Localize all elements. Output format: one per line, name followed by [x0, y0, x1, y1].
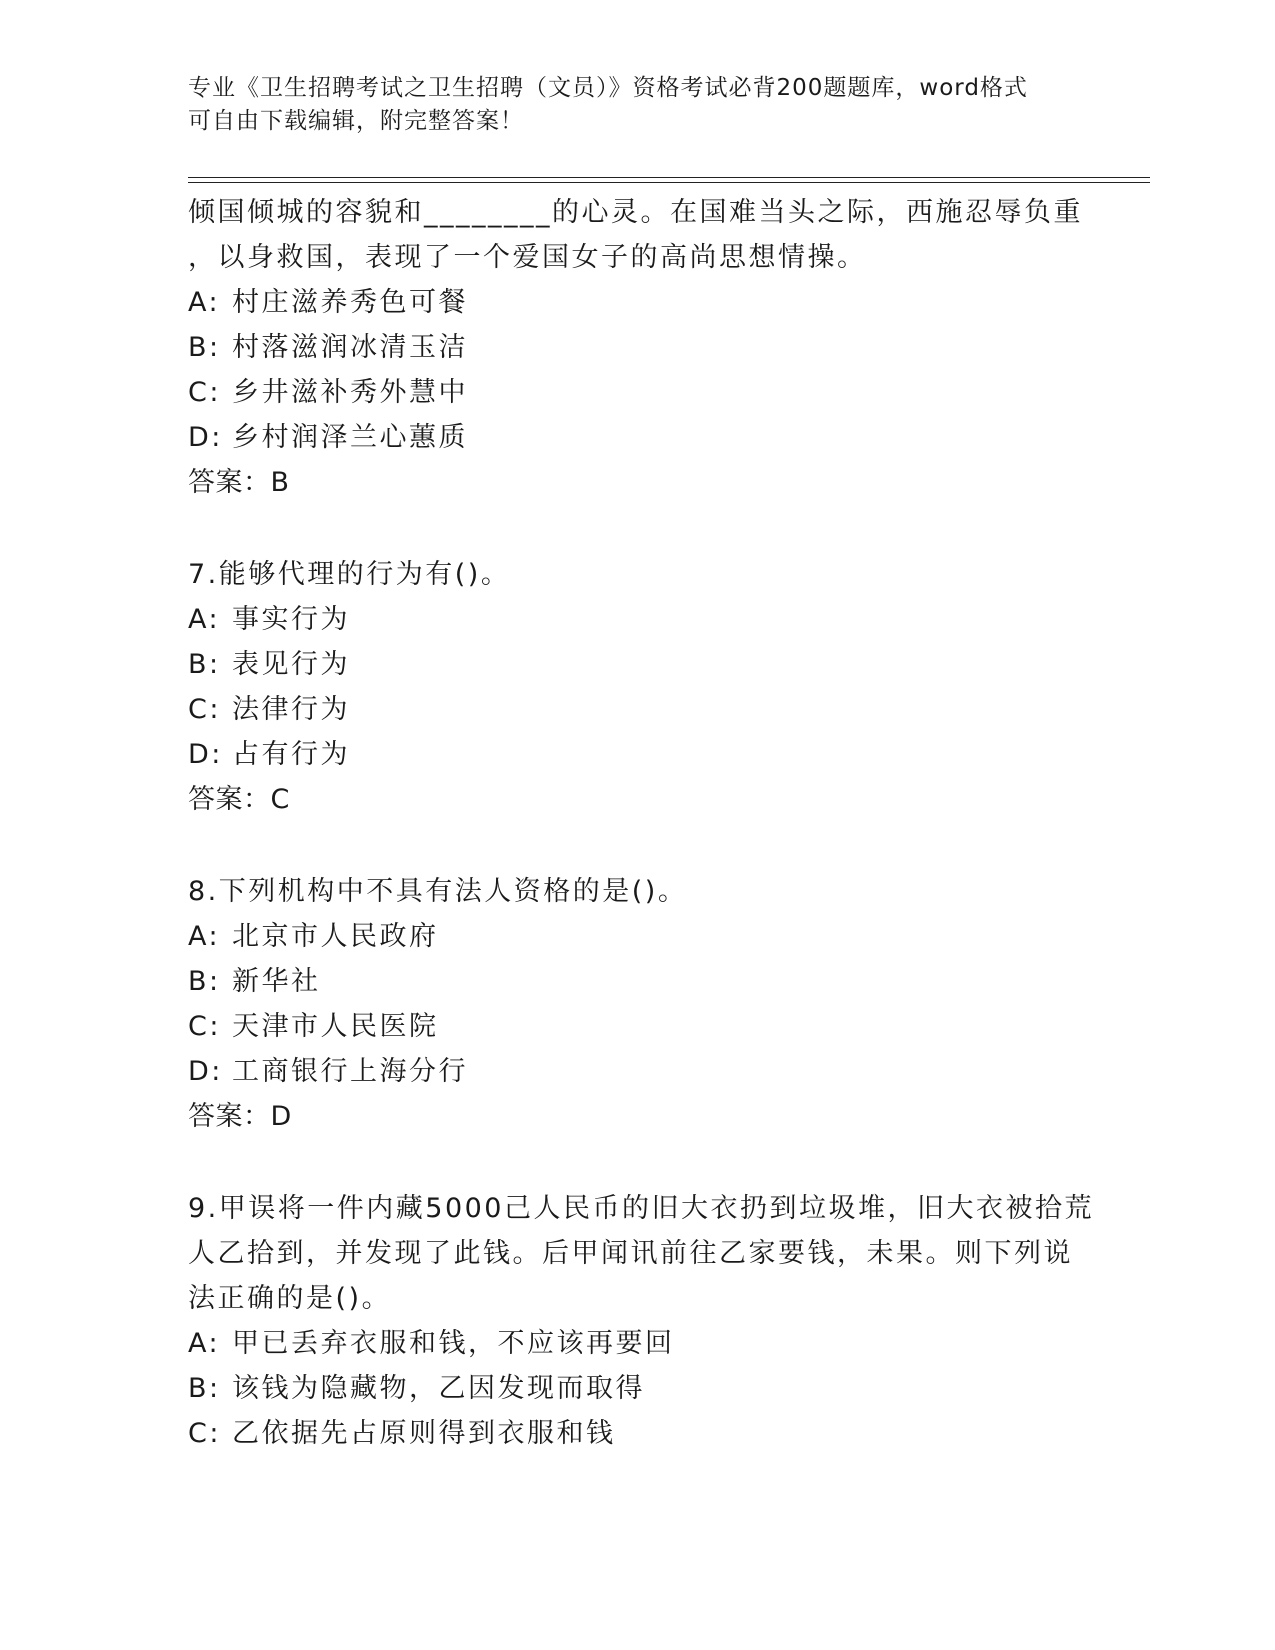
question-9: [188, 1186, 1094, 1456]
option-c: [188, 1004, 1088, 1049]
question-stem-line: 倾国倾城的容貌和________的心灵。在国难当头之际，西施忍辱负重: [188, 197, 1083, 228]
option-text: 北京市人民政府: [232, 921, 439, 952]
header-divider-top: [188, 177, 1150, 178]
option-label: D:: [188, 422, 223, 453]
option-c: [188, 1411, 1088, 1456]
option-text: 天津市人民医院: [232, 1011, 439, 1042]
option-label: B:: [188, 1373, 221, 1404]
question-stem-line: ，以身救国，表现了一个爱国女子的高尚思想情操。: [188, 242, 867, 273]
option-text: 村庄滋养秀色可餐: [232, 287, 468, 318]
question-stem-line: 9.甲误将一件内藏5000己人民币的旧大衣扔到垃圾堆，旧大衣被拾荒: [188, 1193, 1094, 1224]
question-stem-line: 法正确的是()。: [188, 1283, 392, 1314]
option-d: [188, 1049, 1088, 1094]
option-text: 工商银行上海分行: [232, 1056, 468, 1087]
option-text: 事实行为: [232, 604, 350, 635]
header-line-1: 专业《卫生招聘考试之卫生招聘（文员）》资格考试必背200题题库，word格式: [188, 75, 1028, 101]
question-stem: 8.下列机构中不具有法人资格的是()。: [188, 876, 688, 907]
option-text: 法律行为: [232, 694, 350, 725]
option-label: D:: [188, 1056, 223, 1087]
option-label: B:: [188, 966, 221, 997]
option-label: B:: [188, 332, 221, 363]
option-d: [188, 415, 1088, 460]
option-b: [188, 1366, 1088, 1411]
option-label: C:: [188, 694, 221, 725]
option-c: [188, 370, 1088, 415]
option-label: C:: [188, 1011, 221, 1042]
spacer: [188, 1139, 1088, 1186]
answer-line: 答案：C: [188, 784, 290, 815]
option-text: 占有行为: [232, 739, 350, 770]
option-label: C:: [188, 1418, 221, 1449]
option-b: [188, 642, 1088, 687]
option-text: 村落滋润冰清玉洁: [232, 332, 468, 363]
option-text: 乙依据先占原则得到衣服和钱: [232, 1418, 616, 1449]
option-text: 甲已丢弃衣服和钱，不应该再要回: [232, 1328, 675, 1359]
question-stem-line: 人乙拾到，并发现了此钱。后甲闻讯前往乙家要钱，未果。则下列说: [188, 1238, 1073, 1269]
option-a: [188, 597, 1088, 642]
option-text: 新华社: [232, 966, 321, 997]
spacer: [188, 822, 1088, 869]
question-8: [188, 869, 1088, 1139]
answer-line: 答案：B: [188, 467, 290, 498]
question-6-continued: [188, 190, 1088, 505]
question-list: [188, 190, 1094, 1456]
option-b: [188, 959, 1088, 1004]
header-line-2: 可自由下载编辑，附完整答案！: [188, 108, 524, 134]
option-a: [188, 1321, 1088, 1366]
header-divider-bottom: [188, 182, 1150, 183]
answer-line: 答案：D: [188, 1101, 292, 1132]
option-label: B:: [188, 649, 221, 680]
option-text: 乡村润泽兰心蕙质: [232, 422, 468, 453]
option-c: [188, 687, 1088, 732]
option-label: D:: [188, 739, 223, 770]
option-label: C:: [188, 377, 221, 408]
option-label: A:: [188, 287, 221, 318]
question-stem: 7.能够代理的行为有()。: [188, 559, 511, 590]
option-a: [188, 280, 1088, 325]
option-label: A:: [188, 604, 221, 635]
option-b: [188, 325, 1088, 370]
option-label: A:: [188, 921, 221, 952]
option-d: [188, 732, 1088, 777]
option-text: 表见行为: [232, 649, 350, 680]
spacer: [188, 505, 1088, 552]
document-header: [188, 72, 1068, 138]
option-text: 乡井滋补秀外慧中: [232, 377, 468, 408]
option-text: 该钱为隐藏物，乙因发现而取得: [232, 1373, 645, 1404]
option-a: [188, 914, 1088, 959]
question-7: [188, 552, 1088, 822]
option-label: A:: [188, 1328, 221, 1359]
